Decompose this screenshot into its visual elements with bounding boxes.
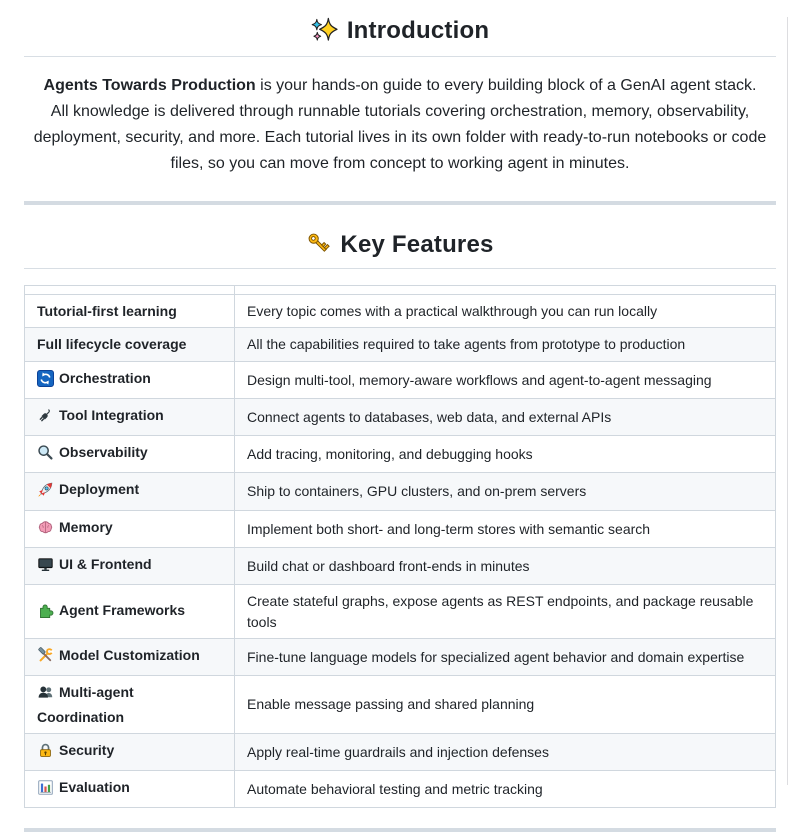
feature-description-cell: Fine-tune language models for specialized agent behavior and domain expertise <box>235 638 776 675</box>
feature-description-cell: Design multi-tool, memory-aware workflows and agent-to-agent messaging <box>235 361 776 398</box>
feature-name-cell: Model Customization <box>25 638 235 675</box>
feature-description-cell: Enable message passing and shared planning <box>235 676 776 734</box>
feature-name-cell: Security <box>25 733 235 770</box>
feature-description-cell: All the capabilities required to take agents from prototype to production <box>235 328 776 361</box>
features-heading <box>24 231 776 269</box>
page-right-edge <box>787 17 788 785</box>
electric-plug-icon <box>37 411 54 427</box>
intro-lead-rest: is your hands-on guide to every building block of a GenAI agent stack. <box>255 77 757 94</box>
feature-name-cell: Deployment <box>25 473 235 510</box>
feature-description-cell: Ship to containers, GPU clusters, and on-prem servers <box>235 473 776 510</box>
desktop-computer-icon <box>37 560 54 576</box>
feature-name-cell: Observability <box>25 436 235 473</box>
brain-icon <box>37 523 54 539</box>
feature-description-cell: Every topic comes with a practical walkthrough you can run locally <box>235 295 776 328</box>
table-row <box>25 510 776 547</box>
feature-name-cell: Evaluation <box>25 771 235 808</box>
intro-heading <box>24 17 776 57</box>
table-row <box>25 328 776 361</box>
puzzle-piece-icon <box>37 606 54 622</box>
table-row <box>25 436 776 473</box>
features-table <box>24 285 776 808</box>
bottom-divider <box>24 828 776 832</box>
hammer-and-wrench-icon <box>37 651 54 667</box>
feature-description-cell: Implement both short- and long-term stores with semantic search <box>235 510 776 547</box>
lock-icon <box>37 746 54 762</box>
intro-body-text: All knowledge is delivered through runnable tutorials covering orchestration, memory, observability, deployment, security, and more. Each tutorial lives in its own folder with ready-to-run notebooks or code files, so you can move from concept to working agent in minutes. <box>33 103 767 172</box>
counterclockwise-arrows-icon <box>37 374 54 390</box>
feature-description-cell: Automate behavioral testing and metric tracking <box>235 771 776 808</box>
table-row <box>25 771 776 808</box>
feature-description-cell: Apply real-time guardrails and injection defenses <box>235 733 776 770</box>
sparkles-icon <box>311 21 338 48</box>
key-icon <box>306 235 331 262</box>
table-row <box>25 398 776 435</box>
feature-name-cell: Full lifecycle coverage <box>25 328 235 361</box>
feature-description-cell: Connect agents to databases, web data, and external APIs <box>235 398 776 435</box>
table-row <box>25 676 776 734</box>
feature-description-cell: Create stateful graphs, expose agents as REST endpoints, and package reusable tools <box>235 585 776 639</box>
table-row <box>25 295 776 328</box>
feature-name-cell: Orchestration <box>25 361 235 398</box>
table-row <box>25 585 776 639</box>
busts-in-silhouette-icon <box>37 688 54 704</box>
table-header-row <box>25 286 776 295</box>
bar-chart-icon <box>37 783 54 799</box>
table-row <box>25 733 776 770</box>
feature-name-cell: Tool Integration <box>25 398 235 435</box>
feature-name-cell: UI & Frontend <box>25 548 235 585</box>
rocket-icon <box>37 485 54 501</box>
feature-column-header <box>25 286 235 295</box>
intro-paragraph <box>24 73 776 177</box>
intro-lead-bold: Agents Towards Production <box>43 77 256 94</box>
magnifying-glass-icon <box>37 448 54 464</box>
feature-name-cell: Multi-agent Coordination <box>25 676 235 734</box>
table-row <box>25 473 776 510</box>
section-divider <box>24 201 776 205</box>
feature-name-cell: Tutorial-first learning <box>25 295 235 328</box>
feature-description-cell: Build chat or dashboard front-ends in minutes <box>235 548 776 585</box>
readme-page <box>0 17 800 832</box>
table-row <box>25 548 776 585</box>
table-row <box>25 638 776 675</box>
feature-name-cell: Agent Frameworks <box>25 585 235 639</box>
feature-name-cell: Memory <box>25 510 235 547</box>
table-row <box>25 361 776 398</box>
intro-heading-label: Introduction <box>346 17 490 44</box>
features-heading-label: Key Features <box>340 231 494 258</box>
feature-description-cell: Add tracing, monitoring, and debugging hooks <box>235 436 776 473</box>
description-column-header <box>235 286 776 295</box>
